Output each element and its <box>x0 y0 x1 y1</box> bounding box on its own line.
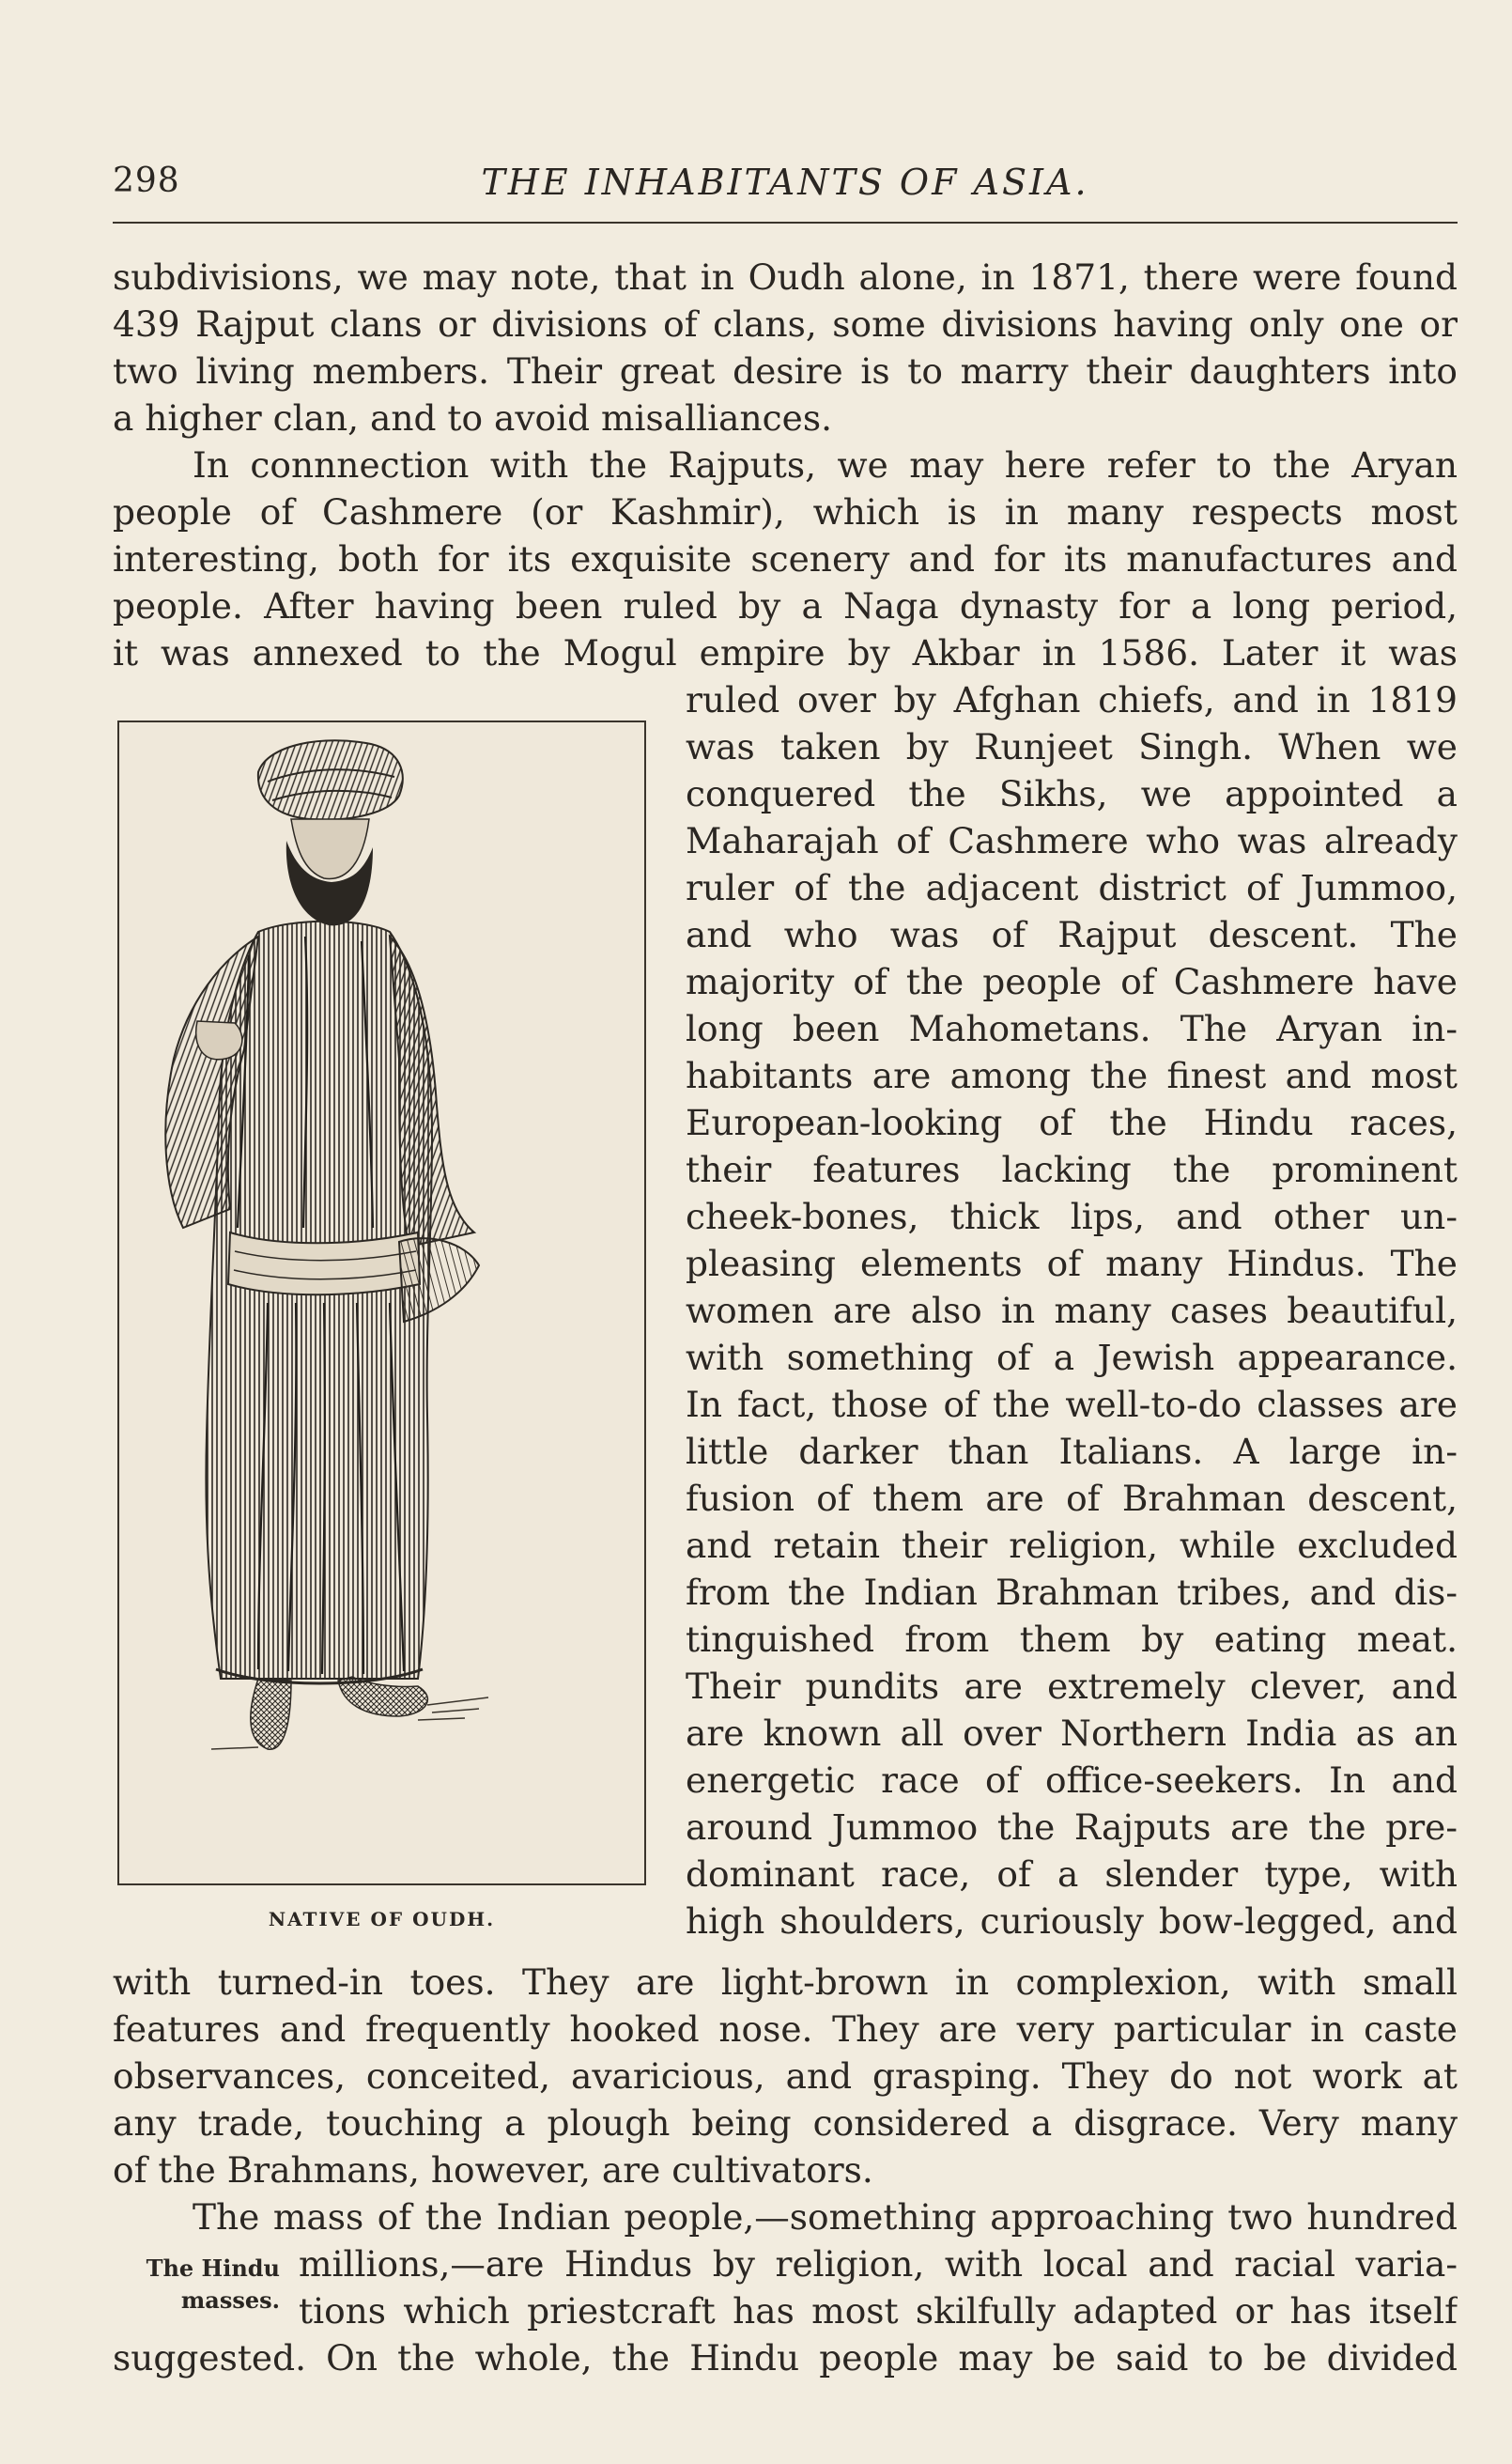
text-line: majority of the people of Cashmere have <box>686 961 1458 1002</box>
text-line: habitants are among the finest and most <box>686 1055 1458 1096</box>
text-line: suggested. On the whole, the Hindu people may be said to be divided <box>113 2337 1458 2379</box>
text-line: people. After having been ruled by a Naga dynasty for a long period, <box>113 585 1458 627</box>
text-line: energetic race of office-seekers. In and <box>686 1759 1458 1801</box>
turban <box>258 740 403 819</box>
text-line: pleasing elements of many Hindus. The <box>686 1243 1458 1284</box>
text-line: are known all over Northern India as an <box>686 1712 1458 1754</box>
text-line: subdivisions, we may note, that in Oudh alone, in 1871, there were found <box>113 256 1458 298</box>
page-number: 298 <box>113 162 180 200</box>
text-line: around Jummoo the Rajputs are the pre- <box>686 1806 1458 1848</box>
text-line: dominant race, of a slender type, with <box>686 1853 1458 1895</box>
figure-caption: NATIVE OF OUDH. <box>268 1908 496 1930</box>
text-line: 439 Rajput clans or divisions of clans, some divisions having only one or <box>113 303 1458 345</box>
text-line: their features lacking the prominent <box>686 1149 1458 1190</box>
text-line: millions,—are Hindus by religion, with local and racial varia- <box>299 2243 1458 2285</box>
right-sleeve <box>390 937 474 1247</box>
left-foot <box>251 1679 291 1749</box>
text-line: any trade, touching a plough being considered a disgrace. Very many <box>113 2102 1458 2144</box>
text-line: ruler of the adjacent district of Jummoo, <box>686 867 1458 908</box>
text-line: tions which priestcraft has most skilfully adapted or has itself <box>299 2290 1458 2332</box>
text-line: observances, conceited, avaricious, and grasping. They do not work at <box>113 2055 1458 2097</box>
text-line: European-looking of the Hindu races, <box>686 1102 1458 1143</box>
engraving-figure <box>117 721 648 1885</box>
text-line: it was annexed to the Mogul empire by Akbar in 1586. Later it was <box>113 632 1458 674</box>
text-line: and who was of Rajput descent. The <box>686 914 1458 955</box>
draped-cloth <box>399 1238 479 1322</box>
text-line: high shoulders, curiously bow-legged, and <box>686 1900 1458 1942</box>
text-line: of the Brahmans, however, are cultivators. <box>113 2149 873 2191</box>
text-line: people of Cashmere (or Kashmir), which is in many respects most <box>113 491 1458 533</box>
text-line: tinguished from them by eating meat. <box>686 1619 1458 1660</box>
page-header <box>113 158 1458 214</box>
text-line: and retain their religion, while excluded <box>686 1525 1458 1566</box>
text-line: a higher clan, and to avoid misalliances. <box>113 397 833 439</box>
text-line: was taken by Runjeet Singh. When we <box>686 726 1458 767</box>
text-line: cheek-bones, thick lips, and other un- <box>686 1196 1458 1237</box>
text-line: with turned-in toes. They are light-brown in complexion, with small <box>113 1961 1458 2003</box>
text-line: two living members. Their great desire is to marry their daughters into <box>113 350 1458 392</box>
text-line: little darker than Italians. A large in- <box>686 1431 1458 1472</box>
engraving-illustration <box>117 721 646 1885</box>
text-line: from the Indian Brahman tribes, and dis- <box>686 1572 1458 1613</box>
running-head: THE INHABITANTS OF ASIA. <box>481 162 1089 203</box>
text-line: The mass of the Indian people,—something approaching two hundred <box>193 2196 1458 2238</box>
text-line: ruled over by Afghan chiefs, and in 1819 <box>686 679 1458 721</box>
text-line: long been Mahometans. The Aryan in- <box>686 1008 1458 1049</box>
text-line: fusion of them are of Brahman descent, <box>686 1478 1458 1519</box>
text-line: interesting, both for its exquisite scenery and for its manufactures and <box>113 538 1458 580</box>
margin-note-line: The Hindu <box>146 2255 280 2282</box>
right-foot <box>338 1677 427 1716</box>
header-rule <box>113 222 1458 224</box>
text-line: Their pundits are extremely clever, and <box>686 1666 1458 1707</box>
text-line: Maharajah of Cashmere who was already <box>686 820 1458 861</box>
hand <box>196 1021 242 1060</box>
text-line: conquered the Sikhs, we appointed a <box>686 773 1458 814</box>
text-line: women are also in many cases beautiful, <box>686 1290 1458 1331</box>
text-line: with something of a Jewish appearance. <box>686 1337 1458 1378</box>
text-line: features and frequently hooked nose. They are very particular in caste <box>113 2008 1458 2050</box>
text-line: In fact, those of the well-to-do classes are <box>686 1384 1458 1425</box>
margin-note-line: masses. <box>180 2286 280 2314</box>
text-line: In connnection with the Rajputs, we may here refer to the Aryan <box>193 444 1458 486</box>
